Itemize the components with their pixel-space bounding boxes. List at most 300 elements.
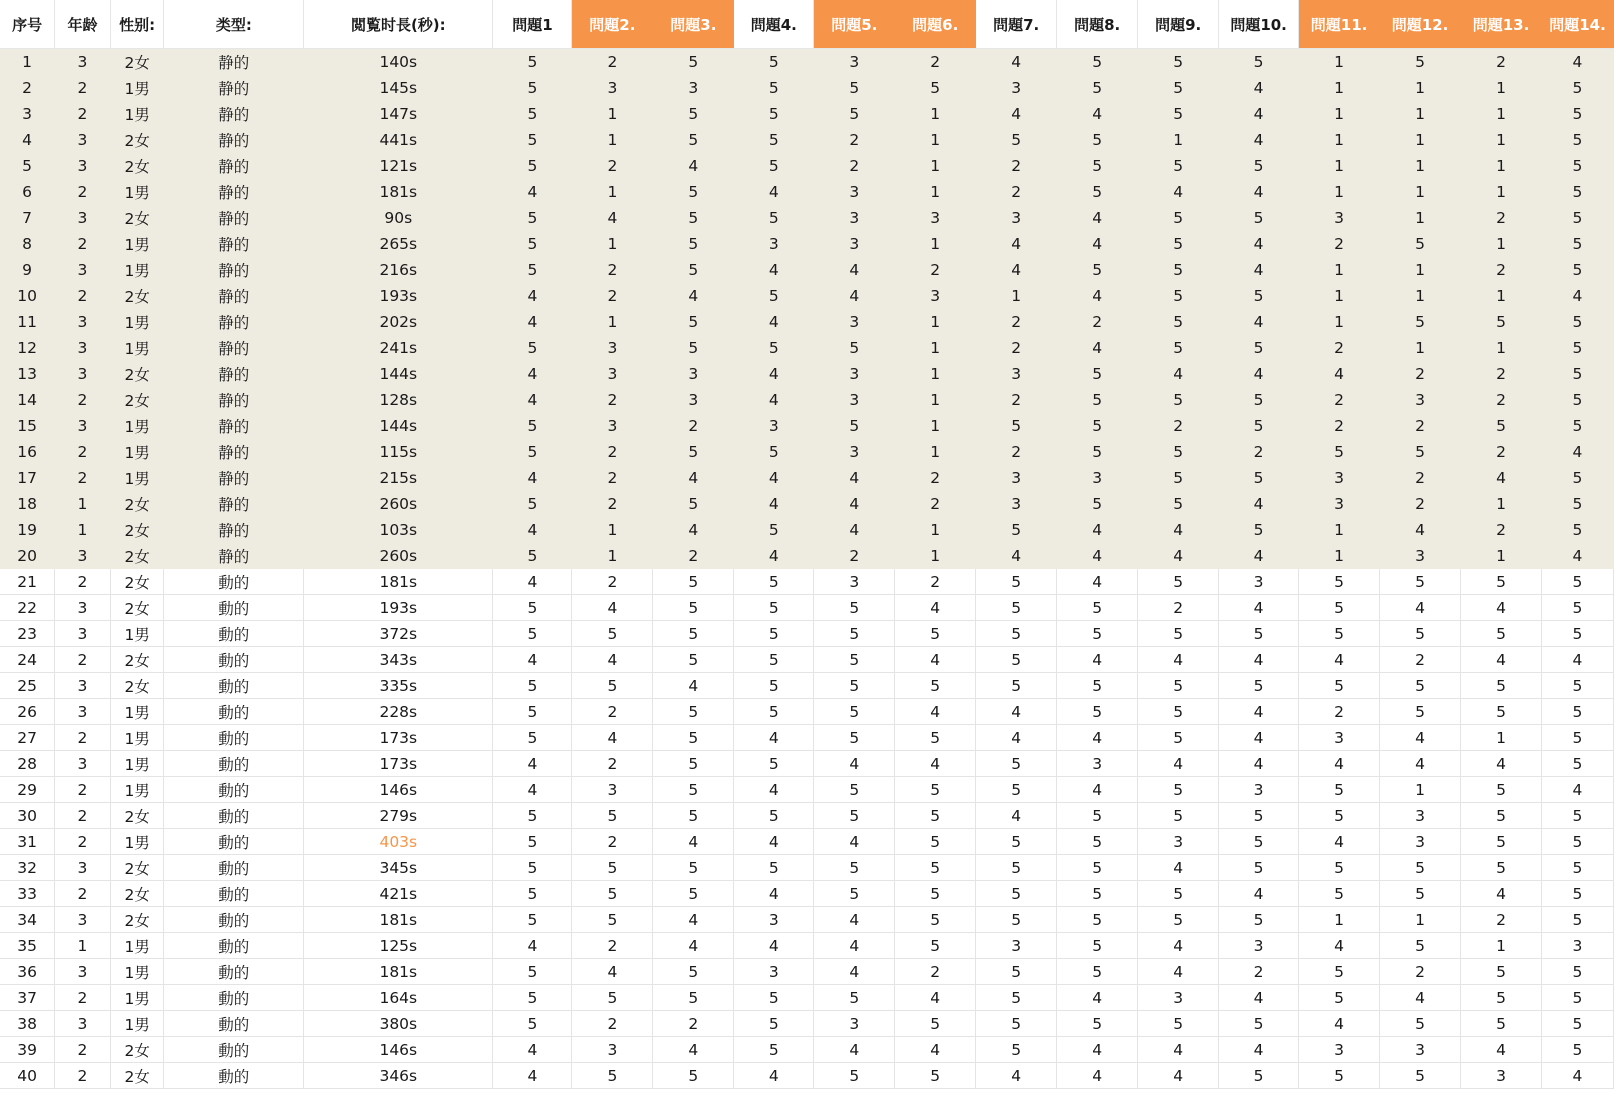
table-cell[interactable]: 2女 bbox=[110, 673, 164, 699]
table-cell[interactable]: 2 bbox=[572, 751, 653, 777]
table-cell[interactable]: 10 bbox=[0, 283, 55, 309]
table-cell[interactable]: 4 bbox=[1057, 283, 1138, 309]
table-cell[interactable]: 4 bbox=[493, 647, 572, 673]
table-cell[interactable]: 4 bbox=[1057, 543, 1138, 569]
table-cell[interactable]: 4 bbox=[814, 751, 895, 777]
table-cell[interactable]: 2女 bbox=[110, 569, 164, 595]
table-cell[interactable]: 3 bbox=[814, 205, 895, 231]
table-cell[interactable]: 5 bbox=[1219, 153, 1299, 179]
table-cell[interactable]: 4 bbox=[1138, 855, 1219, 881]
table-cell[interactable]: 18 bbox=[0, 491, 55, 517]
table-cell[interactable]: 動的 bbox=[164, 725, 304, 751]
table-cell[interactable]: 5 bbox=[734, 75, 814, 101]
table-cell[interactable]: 5 bbox=[1461, 309, 1542, 335]
table-cell[interactable]: 5 bbox=[1219, 413, 1299, 439]
table-cell[interactable]: 2女 bbox=[110, 1063, 164, 1089]
table-cell[interactable]: 1 bbox=[1380, 257, 1461, 283]
table-cell[interactable]: 4 bbox=[895, 699, 976, 725]
table-cell[interactable]: 147s bbox=[304, 101, 493, 127]
table-cell[interactable]: 3 bbox=[55, 699, 111, 725]
column-header[interactable]: 問題10. bbox=[1219, 0, 1299, 49]
table-cell[interactable]: 2 bbox=[895, 257, 976, 283]
table-cell[interactable]: 2 bbox=[572, 1011, 653, 1037]
table-cell[interactable]: 4 bbox=[1219, 361, 1299, 387]
table-cell[interactable]: 4 bbox=[1461, 881, 1542, 907]
table-cell[interactable]: 4 bbox=[493, 361, 572, 387]
table-cell[interactable]: 181s bbox=[304, 907, 493, 933]
table-cell[interactable]: 5 bbox=[1057, 933, 1138, 959]
table-cell[interactable]: 3 bbox=[55, 413, 111, 439]
table-cell[interactable]: 215s bbox=[304, 465, 493, 491]
table-cell[interactable]: 3 bbox=[653, 387, 734, 413]
table-cell[interactable]: 静的 bbox=[164, 283, 304, 309]
table-cell[interactable]: 265s bbox=[304, 231, 493, 257]
table-cell[interactable]: 4 bbox=[976, 101, 1057, 127]
table-cell[interactable]: 2 bbox=[55, 465, 111, 491]
table-cell[interactable]: 静的 bbox=[164, 127, 304, 153]
table-cell[interactable]: 4 bbox=[653, 829, 734, 855]
table-cell[interactable]: 5 bbox=[814, 413, 895, 439]
table-cell[interactable]: 5 bbox=[1461, 1011, 1542, 1037]
table-cell[interactable]: 5 bbox=[1138, 881, 1219, 907]
table-cell[interactable]: 5 bbox=[814, 725, 895, 751]
table-cell[interactable]: 4 bbox=[1299, 1011, 1380, 1037]
table-cell[interactable]: 2 bbox=[814, 543, 895, 569]
table-cell[interactable]: 1 bbox=[1299, 153, 1380, 179]
table-cell[interactable]: 5 bbox=[1219, 673, 1299, 699]
table-cell[interactable]: 115s bbox=[304, 439, 493, 465]
table-cell[interactable]: 5 bbox=[1219, 335, 1299, 361]
table-cell[interactable]: 1 bbox=[895, 439, 976, 465]
table-cell[interactable]: 4 bbox=[0, 127, 55, 153]
table-cell[interactable]: 1 bbox=[572, 517, 653, 543]
table-cell[interactable]: 1男 bbox=[110, 231, 164, 257]
table-cell[interactable]: 4 bbox=[734, 361, 814, 387]
table-cell[interactable]: 2 bbox=[976, 153, 1057, 179]
table-cell[interactable]: 5 bbox=[493, 1011, 572, 1037]
table-cell[interactable]: 3 bbox=[1057, 751, 1138, 777]
table-cell[interactable]: 5 bbox=[493, 673, 572, 699]
table-cell[interactable]: 3 bbox=[1219, 569, 1299, 595]
table-cell[interactable]: 3 bbox=[653, 361, 734, 387]
table-cell[interactable]: 5 bbox=[1138, 309, 1219, 335]
table-cell[interactable]: 5 bbox=[1057, 361, 1138, 387]
column-header[interactable]: 問題2. bbox=[572, 0, 653, 49]
table-cell[interactable]: 静的 bbox=[164, 465, 304, 491]
table-cell[interactable]: 2女 bbox=[110, 881, 164, 907]
table-cell[interactable]: 2 bbox=[1461, 49, 1542, 75]
table-cell[interactable]: 動的 bbox=[164, 621, 304, 647]
table-cell[interactable]: 5 bbox=[1541, 205, 1613, 231]
table-cell[interactable]: 146s bbox=[304, 1037, 493, 1063]
table-cell[interactable]: 5 bbox=[976, 907, 1057, 933]
table-cell[interactable]: 3 bbox=[55, 1011, 111, 1037]
table-cell[interactable]: 4 bbox=[493, 777, 572, 803]
table-cell[interactable]: 5 bbox=[653, 491, 734, 517]
table-cell[interactable]: 4 bbox=[1219, 1037, 1299, 1063]
table-cell[interactable]: 5 bbox=[1541, 127, 1613, 153]
table-cell[interactable]: 5 bbox=[1138, 777, 1219, 803]
table-cell[interactable]: 2 bbox=[55, 777, 111, 803]
table-cell[interactable]: 3 bbox=[976, 205, 1057, 231]
table-cell[interactable]: 1 bbox=[1461, 101, 1542, 127]
table-cell[interactable]: 5 bbox=[814, 101, 895, 127]
table-cell[interactable]: 28 bbox=[0, 751, 55, 777]
table-cell[interactable]: 4 bbox=[653, 465, 734, 491]
table-cell[interactable]: 5 bbox=[895, 907, 976, 933]
table-cell[interactable]: 5 bbox=[653, 569, 734, 595]
table-cell[interactable]: 4 bbox=[1057, 1063, 1138, 1089]
table-cell[interactable]: 2 bbox=[1380, 361, 1461, 387]
table-cell[interactable]: 2 bbox=[572, 387, 653, 413]
table-cell[interactable]: 1 bbox=[1461, 933, 1542, 959]
table-cell[interactable]: 4 bbox=[493, 517, 572, 543]
table-cell[interactable]: 5 bbox=[814, 777, 895, 803]
table-cell[interactable]: 5 bbox=[1219, 1063, 1299, 1089]
table-cell[interactable]: 1 bbox=[1299, 101, 1380, 127]
table-cell[interactable]: 5 bbox=[493, 881, 572, 907]
table-cell[interactable]: 3 bbox=[1380, 1037, 1461, 1063]
table-cell[interactable]: 181s bbox=[304, 179, 493, 205]
table-cell[interactable]: 5 bbox=[1219, 205, 1299, 231]
table-cell[interactable]: 2 bbox=[572, 283, 653, 309]
table-cell[interactable]: 5 bbox=[1541, 881, 1613, 907]
table-cell[interactable]: 4 bbox=[814, 959, 895, 985]
table-cell[interactable]: 4 bbox=[1138, 647, 1219, 673]
table-cell[interactable]: 5 bbox=[493, 829, 572, 855]
table-cell[interactable]: 5 bbox=[493, 127, 572, 153]
table-cell[interactable]: 4 bbox=[1219, 543, 1299, 569]
table-cell[interactable]: 3 bbox=[734, 231, 814, 257]
table-cell[interactable]: 23 bbox=[0, 621, 55, 647]
table-cell[interactable]: 181s bbox=[304, 959, 493, 985]
table-cell[interactable]: 2女 bbox=[110, 49, 164, 75]
table-cell[interactable]: 2女 bbox=[110, 543, 164, 569]
table-cell[interactable]: 19 bbox=[0, 517, 55, 543]
table-cell[interactable]: 5 bbox=[1057, 959, 1138, 985]
table-cell[interactable]: 1 bbox=[895, 127, 976, 153]
table-cell[interactable]: 2女 bbox=[110, 361, 164, 387]
table-cell[interactable]: 2 bbox=[976, 179, 1057, 205]
table-cell[interactable]: 動的 bbox=[164, 1011, 304, 1037]
table-cell[interactable]: 5 bbox=[1380, 933, 1461, 959]
table-cell[interactable]: 4 bbox=[1138, 1037, 1219, 1063]
table-cell[interactable]: 5 bbox=[493, 439, 572, 465]
table-cell[interactable]: 164s bbox=[304, 985, 493, 1011]
table-cell[interactable]: 5 bbox=[1541, 231, 1613, 257]
table-cell[interactable]: 343s bbox=[304, 647, 493, 673]
table-cell[interactable]: 5 bbox=[572, 673, 653, 699]
table-cell[interactable]: 5 bbox=[895, 1011, 976, 1037]
table-cell[interactable]: 4 bbox=[1541, 543, 1613, 569]
table-cell[interactable]: 3 bbox=[55, 595, 111, 621]
table-cell[interactable]: 5 bbox=[653, 595, 734, 621]
table-cell[interactable]: 5 bbox=[1138, 387, 1219, 413]
table-cell[interactable]: 5 bbox=[1138, 439, 1219, 465]
table-cell[interactable]: 1男 bbox=[110, 335, 164, 361]
table-cell[interactable]: 1 bbox=[1461, 283, 1542, 309]
table-cell[interactable]: 5 bbox=[1138, 699, 1219, 725]
table-cell[interactable]: 5 bbox=[1541, 101, 1613, 127]
table-cell[interactable]: 5 bbox=[1541, 361, 1613, 387]
table-cell[interactable]: 4 bbox=[976, 49, 1057, 75]
table-cell[interactable]: 5 bbox=[1380, 49, 1461, 75]
table-cell[interactable]: 2 bbox=[55, 985, 111, 1011]
table-cell[interactable]: 2 bbox=[1299, 387, 1380, 413]
table-cell[interactable]: 145s bbox=[304, 75, 493, 101]
table-cell[interactable]: 5 bbox=[895, 933, 976, 959]
table-cell[interactable]: 5 bbox=[1541, 75, 1613, 101]
table-cell[interactable]: 1 bbox=[1299, 543, 1380, 569]
table-cell[interactable]: 346s bbox=[304, 1063, 493, 1089]
table-cell[interactable]: 2 bbox=[814, 153, 895, 179]
column-header[interactable]: 类型: bbox=[164, 0, 304, 49]
table-cell[interactable]: 5 bbox=[1541, 413, 1613, 439]
table-cell[interactable]: 33 bbox=[0, 881, 55, 907]
table-cell[interactable]: 3 bbox=[976, 465, 1057, 491]
table-cell[interactable]: 5 bbox=[493, 153, 572, 179]
table-cell[interactable]: 5 bbox=[895, 855, 976, 881]
table-cell[interactable]: 4 bbox=[1219, 881, 1299, 907]
table-cell[interactable]: 5 bbox=[734, 517, 814, 543]
table-cell[interactable]: 2 bbox=[55, 179, 111, 205]
table-cell[interactable]: 2 bbox=[1138, 595, 1219, 621]
table-cell[interactable]: 静的 bbox=[164, 75, 304, 101]
table-cell[interactable]: 静的 bbox=[164, 335, 304, 361]
table-cell[interactable]: 6 bbox=[0, 179, 55, 205]
table-cell[interactable]: 3 bbox=[55, 361, 111, 387]
table-cell[interactable]: 5 bbox=[1380, 1011, 1461, 1037]
table-cell[interactable]: 5 bbox=[734, 335, 814, 361]
column-header[interactable]: 問題3. bbox=[653, 0, 734, 49]
table-cell[interactable]: 1 bbox=[1299, 907, 1380, 933]
table-cell[interactable]: 静的 bbox=[164, 361, 304, 387]
table-cell[interactable]: 5 bbox=[1380, 1063, 1461, 1089]
table-cell[interactable]: 7 bbox=[0, 205, 55, 231]
table-cell[interactable]: 5 bbox=[734, 595, 814, 621]
table-cell[interactable]: 3 bbox=[1299, 491, 1380, 517]
table-cell[interactable]: 1 bbox=[1380, 205, 1461, 231]
table-cell[interactable]: 1男 bbox=[110, 621, 164, 647]
table-cell[interactable]: 39 bbox=[0, 1037, 55, 1063]
table-cell[interactable]: 5 bbox=[814, 335, 895, 361]
table-cell[interactable]: 4 bbox=[1380, 517, 1461, 543]
table-cell[interactable]: 4 bbox=[1219, 491, 1299, 517]
table-cell[interactable]: 動的 bbox=[164, 673, 304, 699]
table-cell[interactable]: 静的 bbox=[164, 49, 304, 75]
table-cell[interactable]: 2 bbox=[1461, 387, 1542, 413]
column-header[interactable]: 問題7. bbox=[976, 0, 1057, 49]
table-cell[interactable]: 241s bbox=[304, 335, 493, 361]
table-cell[interactable]: 5 bbox=[1138, 465, 1219, 491]
table-cell[interactable]: 4 bbox=[1461, 647, 1542, 673]
table-cell[interactable]: 5 bbox=[1057, 881, 1138, 907]
table-cell[interactable]: 5 bbox=[653, 335, 734, 361]
table-cell[interactable]: 14 bbox=[0, 387, 55, 413]
table-cell[interactable]: 2 bbox=[55, 101, 111, 127]
table-cell[interactable]: 2 bbox=[55, 829, 111, 855]
table-cell[interactable]: 5 bbox=[1299, 673, 1380, 699]
column-header[interactable]: 性别: bbox=[110, 0, 164, 49]
table-cell[interactable]: 4 bbox=[1461, 595, 1542, 621]
table-cell[interactable]: 3 bbox=[55, 959, 111, 985]
table-cell[interactable]: 5 bbox=[1138, 569, 1219, 595]
table-cell[interactable]: 1 bbox=[55, 933, 111, 959]
table-cell[interactable]: 3 bbox=[653, 75, 734, 101]
table-cell[interactable]: 1男 bbox=[110, 413, 164, 439]
table-cell[interactable]: 4 bbox=[1219, 751, 1299, 777]
table-cell[interactable]: 5 bbox=[1461, 777, 1542, 803]
table-cell[interactable]: 5 bbox=[1541, 569, 1613, 595]
table-cell[interactable]: 5 bbox=[734, 101, 814, 127]
table-cell[interactable]: 4 bbox=[976, 257, 1057, 283]
table-cell[interactable]: 5 bbox=[1299, 985, 1380, 1011]
table-cell[interactable]: 9 bbox=[0, 257, 55, 283]
table-cell[interactable]: 1 bbox=[1461, 179, 1542, 205]
table-cell[interactable]: 4 bbox=[1138, 517, 1219, 543]
table-cell[interactable]: 4 bbox=[1299, 933, 1380, 959]
table-cell[interactable]: 3 bbox=[55, 751, 111, 777]
table-cell[interactable]: 5 bbox=[1057, 153, 1138, 179]
table-cell[interactable]: 1男 bbox=[110, 179, 164, 205]
table-cell[interactable]: 4 bbox=[1461, 1037, 1542, 1063]
table-cell[interactable]: 5 bbox=[572, 985, 653, 1011]
table-cell[interactable]: 5 bbox=[734, 985, 814, 1011]
table-cell[interactable]: 5 bbox=[976, 621, 1057, 647]
table-cell[interactable]: 5 bbox=[976, 1011, 1057, 1037]
table-cell[interactable]: 4 bbox=[1057, 205, 1138, 231]
table-cell[interactable]: 1 bbox=[895, 387, 976, 413]
table-cell[interactable]: 2 bbox=[55, 439, 111, 465]
column-header[interactable]: 問題11. bbox=[1299, 0, 1380, 49]
table-cell[interactable]: 1 bbox=[1380, 335, 1461, 361]
table-cell[interactable]: 4 bbox=[895, 751, 976, 777]
table-cell[interactable]: 1 bbox=[1299, 517, 1380, 543]
table-cell[interactable]: 5 bbox=[572, 855, 653, 881]
table-cell[interactable]: 1 bbox=[1461, 153, 1542, 179]
table-cell[interactable]: 5 bbox=[976, 127, 1057, 153]
table-cell[interactable]: 4 bbox=[814, 517, 895, 543]
table-cell[interactable]: 2 bbox=[1461, 439, 1542, 465]
table-cell[interactable]: 20 bbox=[0, 543, 55, 569]
table-cell[interactable]: 5 bbox=[493, 543, 572, 569]
table-cell[interactable]: 1男 bbox=[110, 439, 164, 465]
table-cell[interactable]: 1 bbox=[55, 517, 111, 543]
table-cell[interactable]: 5 bbox=[814, 881, 895, 907]
table-cell[interactable]: 3 bbox=[895, 283, 976, 309]
table-cell[interactable]: 3 bbox=[1057, 465, 1138, 491]
table-cell[interactable]: 5 bbox=[1461, 829, 1542, 855]
table-cell[interactable]: 4 bbox=[493, 751, 572, 777]
table-cell[interactable]: 5 bbox=[0, 153, 55, 179]
table-cell[interactable]: 5 bbox=[1057, 127, 1138, 153]
table-cell[interactable]: 5 bbox=[572, 881, 653, 907]
table-cell[interactable]: 5 bbox=[1541, 387, 1613, 413]
table-cell[interactable]: 2 bbox=[895, 491, 976, 517]
table-cell[interactable]: 4 bbox=[1461, 465, 1542, 491]
table-cell[interactable]: 4 bbox=[734, 829, 814, 855]
table-cell[interactable]: 12 bbox=[0, 335, 55, 361]
table-cell[interactable]: 2女 bbox=[110, 855, 164, 881]
table-cell[interactable]: 5 bbox=[734, 673, 814, 699]
table-cell[interactable]: 動的 bbox=[164, 985, 304, 1011]
table-cell[interactable]: 5 bbox=[1299, 439, 1380, 465]
table-cell[interactable]: 5 bbox=[734, 569, 814, 595]
table-cell[interactable]: 5 bbox=[814, 647, 895, 673]
table-cell[interactable]: 4 bbox=[734, 933, 814, 959]
table-cell[interactable]: 4 bbox=[1057, 101, 1138, 127]
table-cell[interactable]: 5 bbox=[1057, 257, 1138, 283]
table-cell[interactable]: 4 bbox=[1219, 179, 1299, 205]
table-cell[interactable]: 静的 bbox=[164, 309, 304, 335]
table-cell[interactable]: 2 bbox=[1299, 699, 1380, 725]
table-cell[interactable]: 1 bbox=[1380, 75, 1461, 101]
table-cell[interactable]: 2 bbox=[895, 569, 976, 595]
table-cell[interactable]: 2 bbox=[976, 439, 1057, 465]
table-cell[interactable]: 5 bbox=[734, 855, 814, 881]
table-cell[interactable]: 2 bbox=[55, 1037, 111, 1063]
table-cell[interactable]: 4 bbox=[976, 1063, 1057, 1089]
table-cell[interactable]: 4 bbox=[653, 1037, 734, 1063]
table-cell[interactable]: 2 bbox=[1461, 205, 1542, 231]
table-cell[interactable]: 2 bbox=[1380, 491, 1461, 517]
table-cell[interactable]: 1 bbox=[1299, 257, 1380, 283]
table-cell[interactable]: 2 bbox=[976, 335, 1057, 361]
table-cell[interactable]: 4 bbox=[895, 1037, 976, 1063]
table-cell[interactable]: 4 bbox=[1219, 101, 1299, 127]
table-cell[interactable]: 2女 bbox=[110, 153, 164, 179]
table-cell[interactable]: 25 bbox=[0, 673, 55, 699]
table-cell[interactable]: 4 bbox=[1541, 1063, 1613, 1089]
table-cell[interactable]: 5 bbox=[653, 777, 734, 803]
table-cell[interactable]: 5 bbox=[493, 413, 572, 439]
table-cell[interactable]: 5 bbox=[1380, 621, 1461, 647]
table-cell[interactable]: 動的 bbox=[164, 855, 304, 881]
table-cell[interactable]: 1 bbox=[1138, 127, 1219, 153]
table-cell[interactable]: 181s bbox=[304, 569, 493, 595]
table-cell[interactable]: 5 bbox=[493, 257, 572, 283]
table-cell[interactable]: 17 bbox=[0, 465, 55, 491]
table-cell[interactable]: 4 bbox=[1219, 257, 1299, 283]
table-cell[interactable]: 静的 bbox=[164, 387, 304, 413]
table-cell[interactable]: 3 bbox=[0, 101, 55, 127]
table-cell[interactable]: 5 bbox=[653, 855, 734, 881]
table-cell[interactable]: 5 bbox=[1057, 595, 1138, 621]
table-cell[interactable]: 4 bbox=[814, 257, 895, 283]
table-cell[interactable]: 4 bbox=[734, 491, 814, 517]
table-cell[interactable]: 2 bbox=[572, 257, 653, 283]
table-cell[interactable]: 5 bbox=[895, 725, 976, 751]
table-cell[interactable]: 4 bbox=[493, 1037, 572, 1063]
table-cell[interactable]: 3 bbox=[734, 907, 814, 933]
table-cell[interactable]: 5 bbox=[1138, 725, 1219, 751]
table-cell[interactable]: 4 bbox=[493, 179, 572, 205]
table-cell[interactable]: 4 bbox=[1219, 725, 1299, 751]
table-cell[interactable]: 静的 bbox=[164, 439, 304, 465]
table-cell[interactable]: 4 bbox=[814, 465, 895, 491]
table-cell[interactable]: 3 bbox=[1541, 933, 1613, 959]
table-cell[interactable]: 2 bbox=[1380, 959, 1461, 985]
table-cell[interactable]: 3 bbox=[814, 439, 895, 465]
column-header[interactable]: 問題1 bbox=[493, 0, 572, 49]
table-cell[interactable]: 4 bbox=[1057, 777, 1138, 803]
table-cell[interactable]: 2 bbox=[55, 569, 111, 595]
table-cell[interactable]: 27 bbox=[0, 725, 55, 751]
table-cell[interactable]: 2 bbox=[55, 283, 111, 309]
table-cell[interactable]: 3 bbox=[572, 413, 653, 439]
table-cell[interactable]: 1 bbox=[1380, 153, 1461, 179]
table-cell[interactable]: 2 bbox=[55, 231, 111, 257]
